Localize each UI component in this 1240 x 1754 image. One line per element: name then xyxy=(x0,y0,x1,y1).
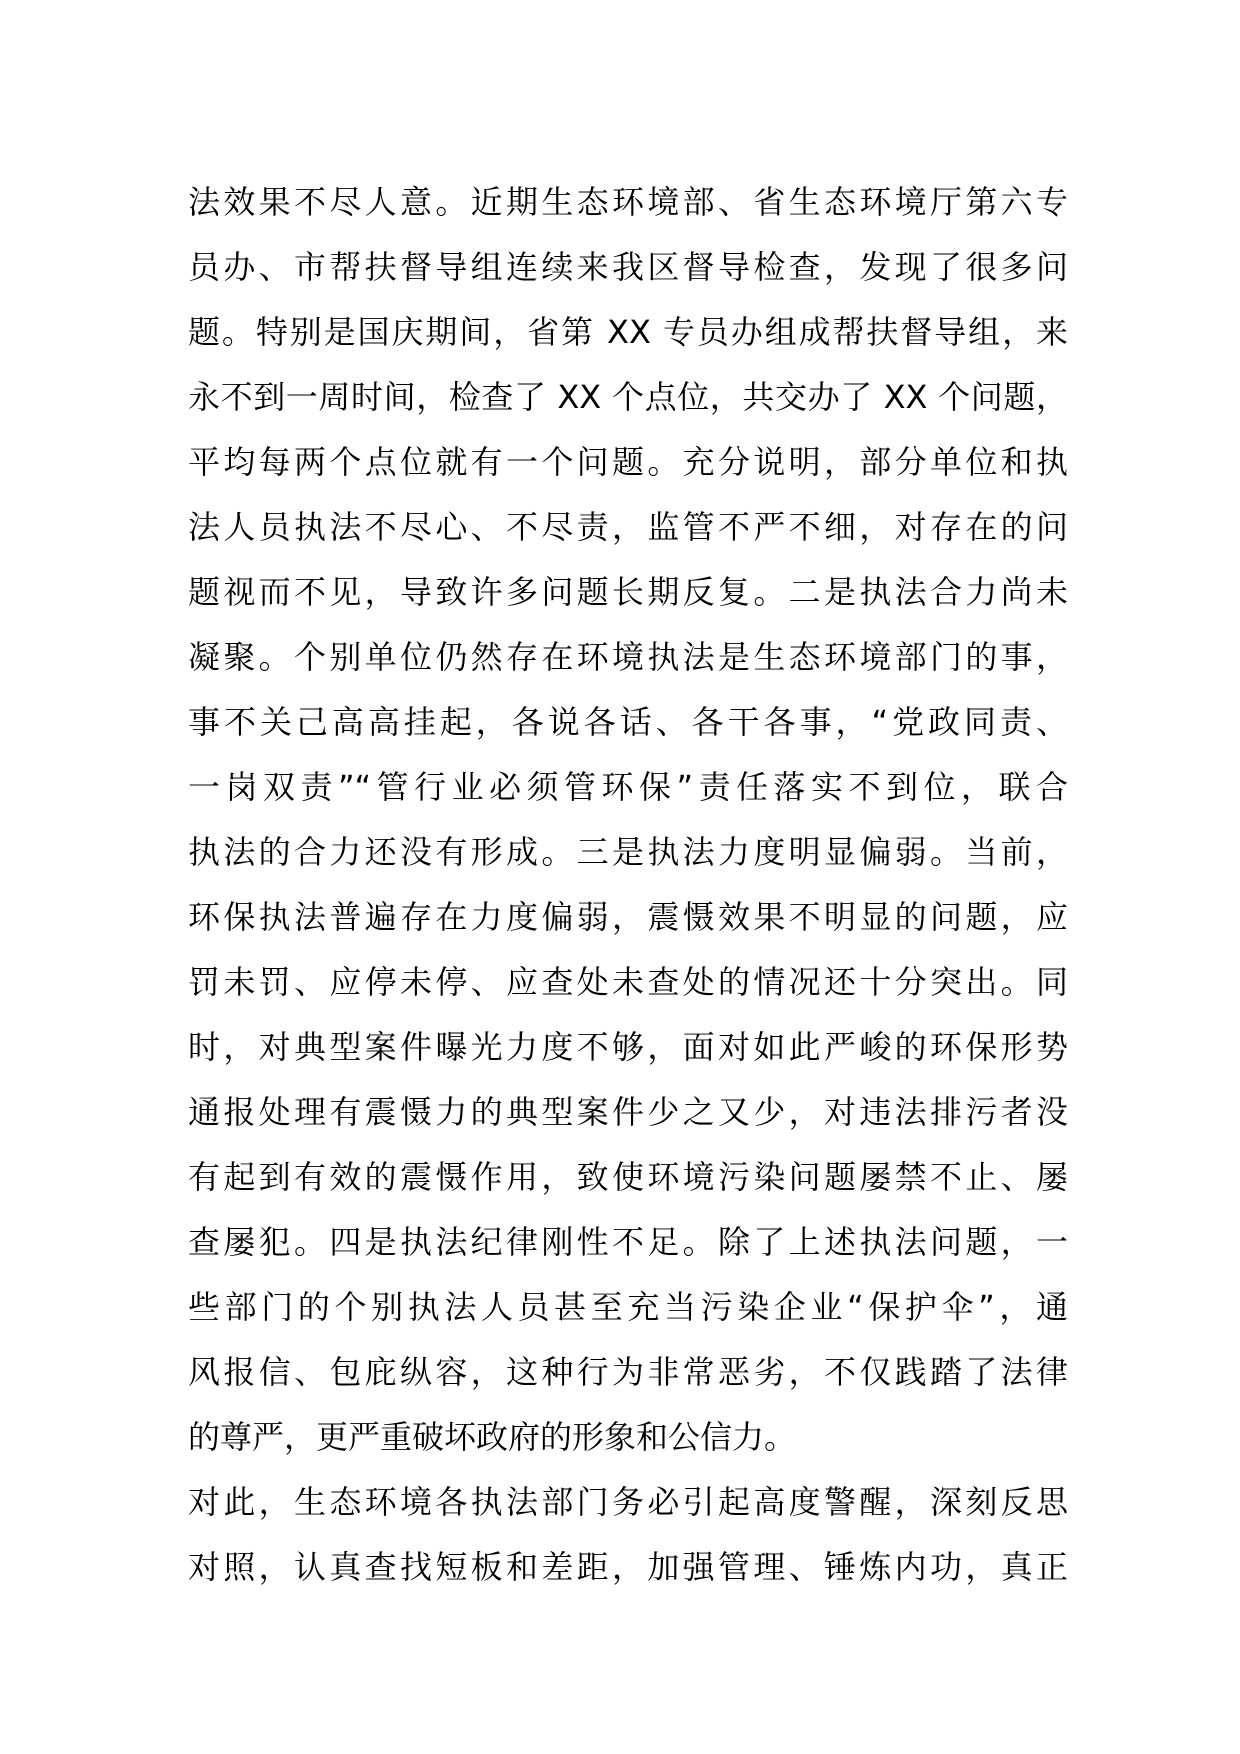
text-line: 罚未罚、应停未停、应查处未查处的情况还十分突出。同 xyxy=(188,963,1068,1001)
text-line: 平均每两个点位就有一个问题。充分说明，部分单位和执 xyxy=(188,443,1068,481)
text-line: 凝聚。个别单位仍然存在环境执法是生态环境部门的事， xyxy=(188,638,1068,676)
text-line: 对照，认真查找短板和差距，加强管理、锤炼内功，真正 xyxy=(188,1548,1068,1586)
text-line: 通报处理有震慑力的典型案件少之又少，对违法排污者没 xyxy=(188,1093,1068,1131)
text-line: 法人员执法不尽心、不尽责，监管不严不细，对存在的问 xyxy=(188,508,1068,546)
text-line: 对此，生态环境各执法部门务必引起高度警醒，深刻反思 xyxy=(188,1483,1068,1521)
text-line: 时，对典型案件曝光力度不够，面对如此严峻的环保形势 xyxy=(188,1028,1068,1066)
text-line: 题视而不见，导致许多问题长期反复。二是执法合力尚未 xyxy=(188,573,1068,611)
text-line: 有起到有效的震慑作用，致使环境污染问题屡禁不止、屡 xyxy=(188,1158,1068,1196)
text-line: 永不到一周时间，检查了 XX 个点位，共交办了 XX 个问题， xyxy=(188,378,1068,416)
text-line: 法效果不尽人意。近期生态环境部、省生态环境厅第六专 xyxy=(188,183,1068,221)
paragraph-end-line: 的尊严，更严重破坏政府的形象和公信力。 xyxy=(188,1418,797,1456)
body-text xyxy=(188,170,1068,1600)
text-line: 执法的合力还没有形成。三是执法力度明显偏弱。当前， xyxy=(188,833,1068,871)
text-line: 事不关己高高挂起，各说各话、各干各事，“党政同责、 xyxy=(188,703,1068,741)
text-line: 些部门的个别执法人员甚至充当污染企业“保护伞”，通 xyxy=(188,1288,1068,1326)
text-line: 题。特别是国庆期间，省第 XX 专员办组成帮扶督导组，来 xyxy=(188,313,1068,351)
text-line: 环保执法普遍存在力度偏弱，震慑效果不明显的问题，应 xyxy=(188,898,1068,936)
text-line: 员办、市帮扶督导组连续来我区督导检查，发现了很多问 xyxy=(188,248,1068,286)
text-line: 风报信、包庇纵容，这种行为非常恶劣，不仅践踏了法律 xyxy=(188,1353,1068,1391)
text-line: 查屡犯。四是执法纪律刚性不足。除了上述执法问题，一 xyxy=(188,1223,1068,1261)
text-line: 一岗双责”“管行业必须管环保”责任落实不到位，联合 xyxy=(188,768,1068,806)
